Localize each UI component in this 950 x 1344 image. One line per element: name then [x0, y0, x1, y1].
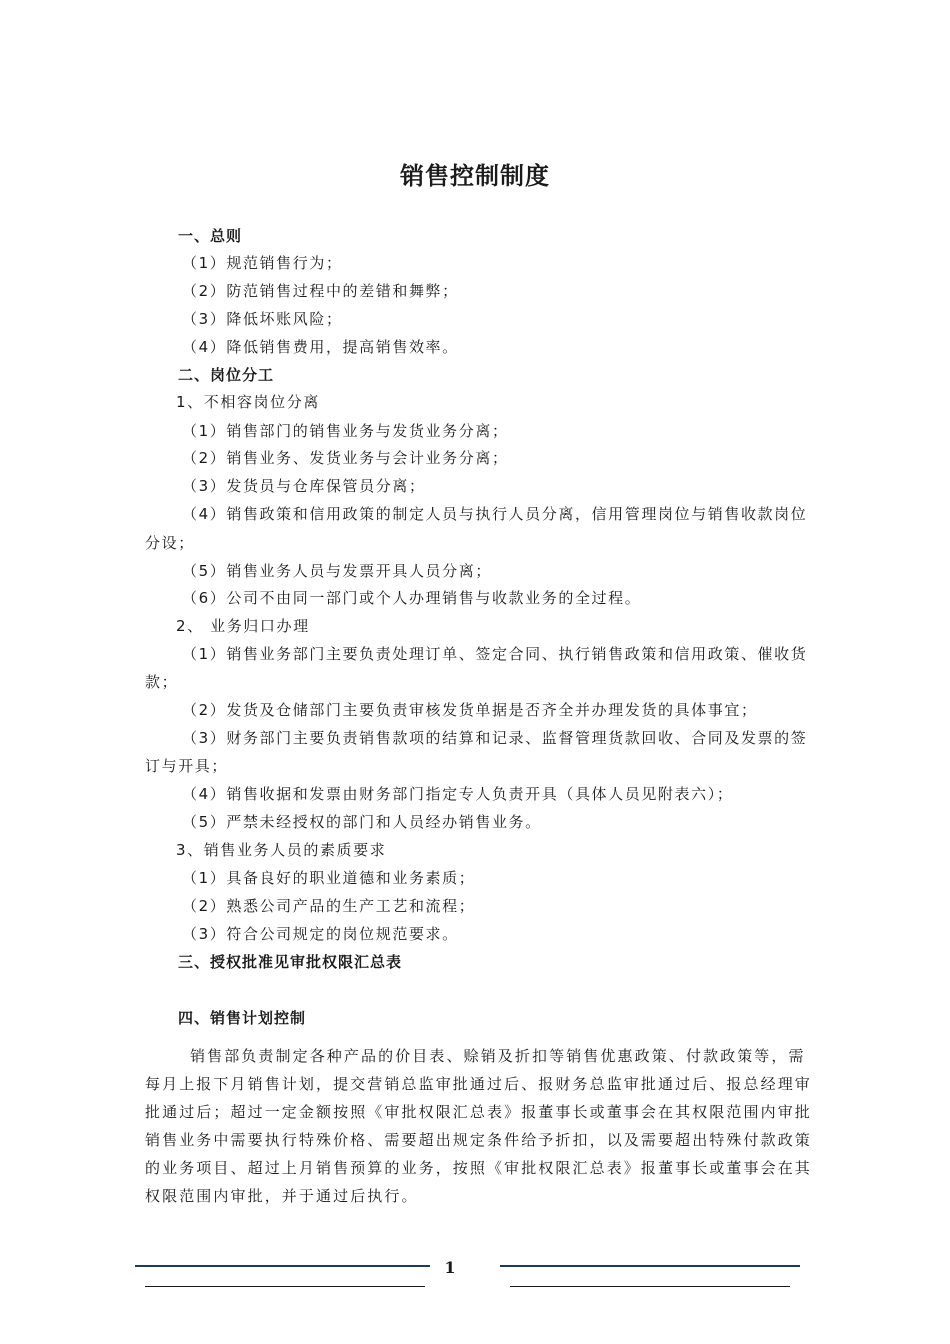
paragraph-line: 销售部负责制定各种产品的价目表、赊销及折扣等销售优惠政策、付款政策等，需 — [190, 1047, 806, 1065]
list-item: （3）符合公司规定的岗位规范要求。 — [182, 925, 459, 943]
footer-rule-right-top — [500, 1265, 800, 1267]
list-item: （4）降低销售费用，提高销售效率。 — [182, 338, 459, 356]
paragraph-line: 批通过后；超过一定金额按照《审批权限汇总表》报董事长或董事会在其权限范围内审批 — [145, 1103, 812, 1121]
list-item: （2）熟悉公司产品的生产工艺和流程； — [182, 897, 476, 915]
list-item: （5）销售业务人员与发票开具人员分离； — [182, 562, 492, 580]
list-item: （3）财务部门主要负责销售款项的结算和记录、监督管理货款回收、合同及发票的签 — [182, 729, 808, 747]
list-item: （2）防范销售过程中的差错和舞弊； — [182, 282, 459, 300]
list-item: （4）销售收据和发票由财务部门指定专人负责开具（具体人员见附表六）； — [182, 785, 734, 803]
section-heading-general: 一、总则 — [178, 227, 243, 245]
list-item: （1）具备良好的职业道德和业务素质； — [182, 869, 476, 887]
list-item: （1）销售业务部门主要负责处理订单、签定合同、执行销售政策和信用政策、催收货 — [182, 645, 808, 663]
subsection-title: 1、不相容岗位分离 — [176, 393, 320, 411]
list-item: （4）销售政策和信用政策的制定人员与执行人员分离，信用管理岗位与销售收款岗位 — [182, 505, 808, 523]
footer-rule-left-top — [135, 1265, 430, 1267]
list-item: （3）降低坏账风险； — [182, 310, 343, 328]
list-item-continuation: 订与开具； — [145, 757, 229, 775]
paragraph-line: 每月上报下月销售计划，提交营销总监审批通过后、报财务总监审批通过后、报总经理审 — [145, 1075, 812, 1093]
list-item: （1）销售部门的销售业务与发货业务分离； — [182, 422, 509, 440]
list-item-continuation: 款； — [145, 673, 179, 691]
list-item: （1）规范销售行为； — [182, 254, 343, 272]
list-item: （5）严禁未经授权的部门和人员经办销售业务。 — [182, 813, 542, 831]
list-item-continuation: 分设； — [145, 534, 195, 552]
subsection-title: 2、 业务归口办理 — [176, 617, 310, 635]
paragraph-line: 销售业务中需要执行特殊价格、需要超出规定条件给予折扣，以及需要超出特殊付款政策 — [145, 1131, 812, 1149]
paragraph-line: 权限范围内审批，并于通过后执行。 — [145, 1187, 419, 1205]
footer-rule-right-bottom — [510, 1286, 790, 1287]
section-heading-roles: 二、岗位分工 — [178, 366, 275, 384]
section-heading-authorization: 三、授权批准见审批权限汇总表 — [178, 953, 403, 971]
page-number: 1 — [444, 1258, 456, 1277]
section-heading-sales-plan: 四、销售计划控制 — [178, 1009, 307, 1027]
list-item: （3）发货员与仓库保管员分离； — [182, 477, 426, 495]
footer-rule-left-bottom — [145, 1286, 425, 1287]
list-item: （2）销售业务、发货业务与会计业务分离； — [182, 449, 509, 467]
document-title: 销售控制制度 — [400, 162, 550, 190]
paragraph-line: 的业务项目、超过上月销售预算的业务，按照《审批权限汇总表》报董事长或董事会在其 — [145, 1159, 812, 1177]
list-item: （2）发货及仓储部门主要负责审核发货单据是否齐全并办理发货的具体事宜； — [182, 701, 758, 719]
list-item: （6）公司不由同一部门或个人办理销售与收款业务的全过程。 — [182, 589, 642, 607]
subsection-title: 3、销售业务人员的素质要求 — [176, 841, 387, 859]
